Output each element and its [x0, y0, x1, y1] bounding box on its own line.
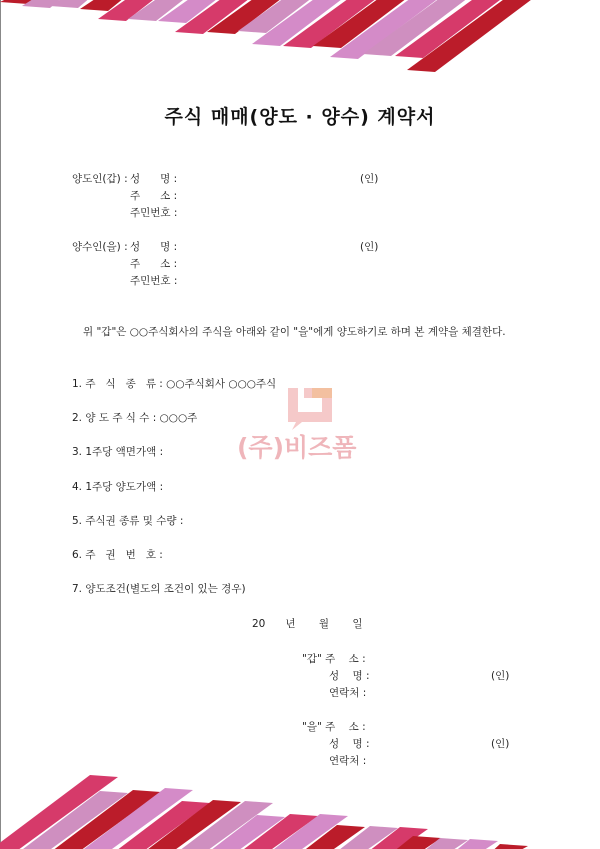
document-title: 주식 매매(양도 · 양수) 계약서 [164, 106, 436, 128]
item-2: 2. 양 도 주 식 수 : ○○○주 [72, 412, 198, 424]
transferor-label: 양도인(갑) : [72, 173, 128, 185]
watermark-text: (주)비즈폼 [237, 433, 357, 462]
intro-paragraph: 위 "갑"은 ○○주식회사의 주식을 아래와 같이 "을"에게 양도하기로 하며 본 계약을 체결한다. [83, 326, 506, 338]
contract-date: 20 년 월 일 [252, 618, 363, 630]
eul-name-label: 성 명 : [329, 738, 370, 750]
eul-seal: (인) [491, 738, 510, 750]
item-6: 6. 주 권 번 호 : [72, 549, 163, 561]
transferee-name-label: 성 명 : [130, 241, 178, 253]
transferor-address-label: 주 소 : [130, 190, 178, 202]
item-7: 7. 양도조건(별도의 조건이 있는 경우) [72, 583, 246, 595]
bottom-decorative-stripes [0, 769, 600, 849]
transferee-label: 양수인(을) : [72, 241, 128, 253]
gap-name-label: 성 명 : [329, 670, 370, 682]
eul-contact-label: 연락처 : [329, 755, 367, 767]
item-3: 3. 1주당 액면가액 : [72, 446, 164, 458]
eul-address-label: "을" 주 소 : [302, 721, 366, 733]
item-4: 4. 1주당 양도가액 : [72, 481, 164, 493]
gap-seal: (인) [491, 670, 510, 682]
bottom-stripe [495, 844, 528, 849]
transferor-name-label: 성 명 : [130, 173, 178, 185]
gap-contact-label: 연락처 : [329, 687, 367, 699]
transferee-address-label: 주 소 : [130, 258, 178, 270]
transferee-seal: (인) [360, 241, 379, 253]
gap-address-label: "갑" 주 소 : [302, 653, 366, 665]
top-decorative-stripes [0, 0, 600, 80]
transferor-id-label: 주민번호 : [130, 207, 178, 219]
item-1: 1. 주 식 종 류 : ○○주식회사 ○○○주식 [72, 378, 277, 390]
transferor-seal: (인) [360, 173, 379, 185]
item-5: 5. 주식권 종류 및 수량 : [72, 515, 184, 527]
transferee-id-label: 주민번호 : [130, 275, 178, 287]
